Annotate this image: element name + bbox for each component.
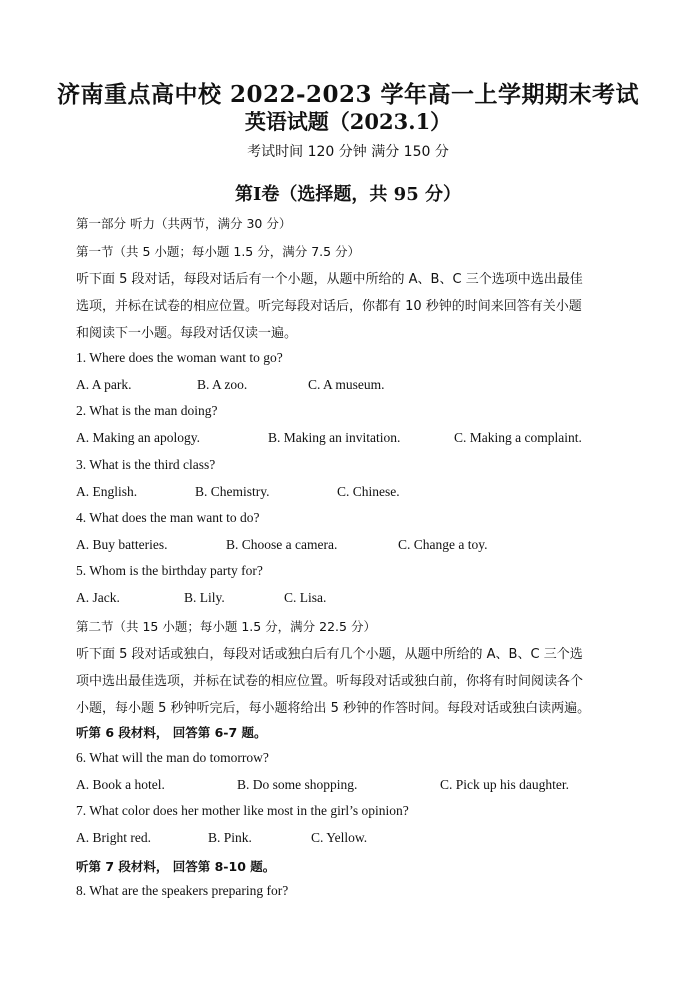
section1-heading: 第一节（共 5 小题；每小题 1.5 分，满分 7.5 分） xyxy=(76,244,361,259)
section2-instruction-line: 小题，每小题 5 秒钟听完后，每小题将给出 5 秒钟的作答时间。每段对话或独白读两遍。 xyxy=(76,701,591,716)
question-stem: 7. What color does her mother like most in the girl’s opinion? xyxy=(76,803,409,818)
question-stem: 8. What are the speakers preparing for? xyxy=(76,883,289,898)
question-stem: 5. Whom is the birthday party for? xyxy=(76,563,263,578)
option-a: A. Bright red. xyxy=(76,830,151,845)
option-c: C. Making a complaint. xyxy=(454,430,582,445)
option-c: C. Pick up his daughter. xyxy=(440,777,569,792)
part1-heading: 第一部分 听力（共两节，满分 30 分） xyxy=(76,216,292,231)
section1-instruction-line: 听下面 5 段对话，每段对话后有一个小题，从题中所给的 A、B、C 三个选项中选出最佳 xyxy=(76,272,583,287)
question-stem: 4. What does the man want to do? xyxy=(76,510,260,525)
question-stem: 6. What will the man do tomorrow? xyxy=(76,750,269,765)
section2-instruction-line: 听下面 5 段对话或独白，每段对话或独白后有几个小题，从题中所给的 A、B、C 三个选 xyxy=(76,647,583,662)
exam-time-info: 考试时间 120 分钟 满分 150 分 xyxy=(247,144,449,160)
question-stem: 1. Where does the woman want to go? xyxy=(76,350,283,365)
option-c: C. Yellow. xyxy=(311,830,368,845)
option-b: B. A zoo. xyxy=(197,377,248,392)
option-b: B. Choose a camera. xyxy=(226,537,338,552)
option-a: A. Jack. xyxy=(76,590,120,605)
option-b: B. Do some shopping. xyxy=(237,777,358,792)
exam-title: 济南重点高中校 2022-2023 学年高一上学期期末考试 xyxy=(56,81,640,108)
option-b: B. Pink. xyxy=(208,830,252,845)
section2-heading: 第二节（共 15 小题；每小题 1.5 分，满分 22.5 分） xyxy=(76,619,376,634)
material-7-label: 听第 7 段材料， 回答第 8-10 题。 xyxy=(76,859,276,874)
volume-heading: 第Ⅰ卷（选择题，共 95 分） xyxy=(234,184,461,205)
option-c: C. Change a toy. xyxy=(398,537,488,552)
option-b: B. Lily. xyxy=(184,590,225,605)
question-stem: 2. What is the man doing? xyxy=(76,403,218,418)
option-a: A. Book a hotel. xyxy=(76,777,165,792)
material-6-label: 听第 6 段材料， 回答第 6-7 题。 xyxy=(76,725,267,740)
section1-instruction-line: 和阅读下一小题。每段对话仅读一遍。 xyxy=(76,326,298,341)
option-b: B. Making an invitation. xyxy=(268,430,401,445)
option-a: A. Making an apology. xyxy=(76,430,200,445)
option-b: B. Chemistry. xyxy=(195,484,270,499)
section2-instruction-line: 项中选出最佳选项，并标在试卷的相应位置。听每段对话或独白前，你将有时间阅读各个 xyxy=(76,674,584,689)
option-a: A. English. xyxy=(76,484,138,499)
option-c: C. A museum. xyxy=(308,377,385,392)
option-c: C. Chinese. xyxy=(337,484,400,499)
option-a: A. A park. xyxy=(76,377,132,392)
option-a: A. Buy batteries. xyxy=(76,537,168,552)
exam-subtitle: 英语试题（2023.1） xyxy=(244,109,452,134)
question-stem: 3. What is the third class? xyxy=(76,457,216,472)
section1-instruction-line: 选项，并标在试卷的相应位置。听完每段对话后，你都有 10 秒钟的时间来回答有关小题 xyxy=(76,299,582,314)
option-c: C. Lisa. xyxy=(284,590,327,605)
